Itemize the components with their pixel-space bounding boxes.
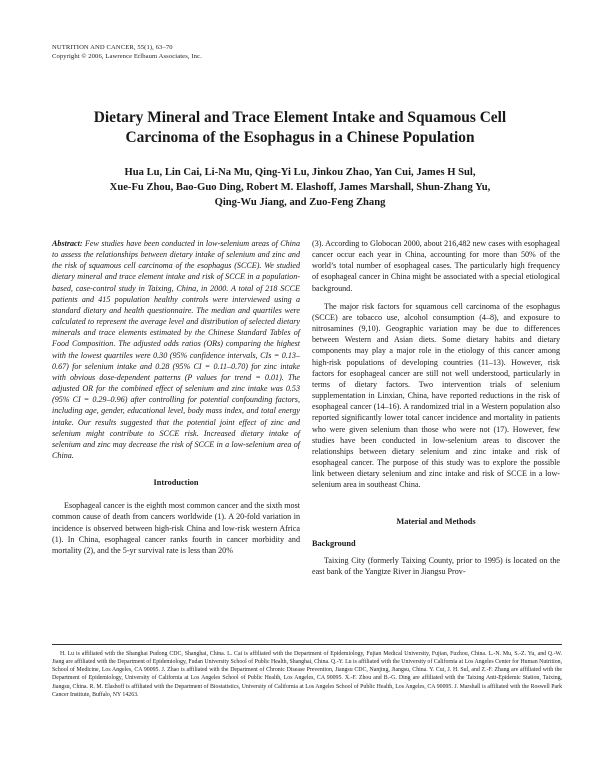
left-column <box>52 238 300 563</box>
author-list <box>60 166 540 210</box>
author-line-2: Xue-Fu Zhou, Bao-Guo Ding, Robert M. Elashoff, James Marshall, Shun-Zhang Yu, <box>109 181 491 193</box>
background-paragraph: Taixing City (formerly Taixing County, prior to 1995) is located on the east bank of the Yangtze River in Jiangsu Prov- <box>312 555 560 576</box>
article-title-line-2: Carcinoma of the Esophagus in a Chinese Population <box>125 128 475 146</box>
right-column <box>312 238 560 584</box>
abstract-label: Abstract: <box>52 239 83 248</box>
affiliations-footnote: H. Lu is affiliated with the Shanghai Pudong CDC, Shanghai, China. L. Cai is affiliated with the Department of Epidemiology, Fujian Medical University, Fujian, Fuzhou, China. L.-N. Mu, S.-Z. Yu, and Q.-W. Jiang are affiliated with the Department of Epidemiology, Fudan University School of Public Health, Shanghai, China. Q.-Y. Lu is affiliated with the University of California at Los Angeles Center for Human Nutrition, School of Medicine, Los Angeles, CA 90095. J. Zhao is affiliated with the Department of Chronic Disease Prevention, Jiangsu CDC, Nanjing, Jiangsu, China. Y. Cui, J. H. Sul, and Z.-F. Zhang are affiliated with the Department of Epidemiology, University of California at Los Angeles School of Public Health, Los Angeles, CA 90095. X.-F. Zhou and B.-G. Ding are affiliated with the Taixing Anti-Epidemic Station, Taixing, Jiangsu, China. R. M. Elashoff is affiliated with the Department of Biostatistics, University of California at Los Angeles School of Public Health, Los Angeles, CA 90095. J. Marshall is affiliated with the Roswell Park Cancer Institute, Buffalo, NY 14263. <box>52 651 562 698</box>
introduction-paragraph-1-continued: (3). According to Globocan 2000, about 216,482 new cases with esophageal cancer occur each year in China, accounting for more than 50% of the world’s total number of esophageal cases. The particularly high frequency of esophageal cancer in China might be associated with a special etiological background. <box>312 239 560 293</box>
footnote-divider <box>52 644 562 645</box>
author-line-3: Qing-Wu Jiang, and Zuo-Feng Zhang <box>214 196 386 208</box>
background-subheading: Background <box>312 538 356 548</box>
journal-copyright: Copyright © 2006, Lawrence Erlbaum Associates, Inc. <box>52 52 202 60</box>
journal-citation: NUTRITION AND CANCER, 55(1), 63–70 <box>52 44 173 51</box>
abstract <box>52 238 300 461</box>
article-title-line-1: Dietary Mineral and Trace Element Intake and Squamous Cell <box>93 109 507 126</box>
introduction-paragraph-1: Esophageal cancer is the eighth most common cancer and the sixth most common cause of death from cancers worldwide (1). A 20-fold variation in incidence is observed between high-risk China and low-risk western Africa (1). In China, esophageal cancer ranks fourth in cancer morbidity and mortality (2), and the 5-yr survival rate is less than 20% <box>52 501 300 555</box>
introduction-paragraph-2: The major risk factors for squamous cell carcinoma of the esophagus (SCCE) are tobacco use, alcohol consumption (4–8), and exposure to nitrosamines (9,10). Geographic variation may be due to differences between Western and Asian diets. Some dietary habits and dietary components may play a major role in the etiology of this cancer among high-risk populations of developing countries (11–13). However, risk factors for esophageal cancer are still not well understood, particularly in terms of dietary factors. Two intervention trials of selenium supplementation in Linxian, China, have reported reductions in the risk of esophageal cancer (14–16). A randomized trial in a Western population also reported significantly lower total cancer incidence and mortality in patients who were given selenium than those who were not (17). However, few studies have been conducted in low-selenium areas to discover the relationships between dietary selenium and zinc intake and risk of esophageal cancer. The purpose of this study was to explore the possible link between dietary selenium and zinc intake and risk of SCCE in a low-selenium area in southeast China. <box>312 301 560 490</box>
author-line-1: Hua Lu, Lin Cai, Li-Na Mu, Qing-Yi Lu, Jinkou Zhao, Yan Cui, James H Sul, <box>124 167 476 178</box>
article-title <box>60 108 540 147</box>
journal-header <box>52 44 352 61</box>
introduction-heading: Introduction <box>153 478 199 488</box>
methods-heading: Material and Methods <box>396 517 476 527</box>
abstract-text: Few studies have been conducted in low-selenium areas of China to assess the relationships between dietary intake of selenium and zinc and the risk of squamous cell carcinoma of the esophagus (SCCE). We studied dietary mineral and trace element intake and risk of SCCE in a population-based, case-control study in Taixing, China, in 2000. A total of 218 SCCE patients and 415 population healthy controls were interviewed using a standard dietary and health questionnaire. The median and quartiles were calculated to represent the average level and distribution of selected dietary minerals and trace elements estimated by the Chinese Standard Tables of Food Composition. The adjusted odds ratios (ORs) comparing the highest with the lowest quartiles were 0.30 (95% confidence intervals, CIs = 0.13–0.67) for selenium intake and 0.28 (95% CI = 0.11–0.70) for zinc intake with obvious dose-dependent patterns (P values for trend = 0.01). The adjusted OR for the combined effect of selenium and zinc intake was 0.53 (95% CI = 0.29–0.96) after controlling for potential confounding factors, including age, gender, educational level, body mass index, and total energy intake. Our results suggested that the potential joint effect of zinc and selenium might contribute to SCCE risk. Increased dietary intake of selenium and zinc may decrease the risk of SCCE in a low-selenium area of China. <box>52 239 301 460</box>
